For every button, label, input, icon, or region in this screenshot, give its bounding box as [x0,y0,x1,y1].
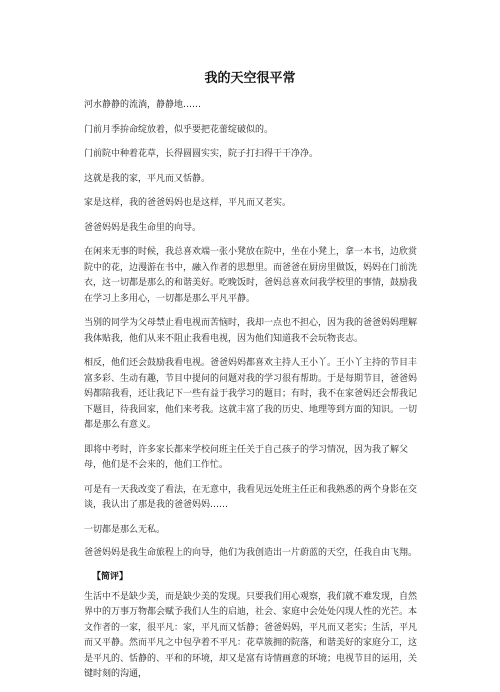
paragraph-2: 门前月季拚命绽放着，似乎要把花蕾绽破似的。 [84,124,274,135]
paragraph-6: 爸爸妈妈是我生命里的向导。 [84,222,202,233]
paragraph-11: 可是有一天我改变了看法，在无意中，我看见远处班主任正和我熟悉的两个身影在交谈，我认出了那是我的爸爸妈妈…… [84,484,418,510]
paragraph-9: 相反，他们还会鼓励我看电视。爸爸妈妈都喜欢主持人王小丫。王小丫主持的节目丰富多彩、生动有趣，节目中提问的问题对我的学习很有帮助。于是每期节目，爸爸妈妈都陪我看，还让我记下一些有益于我学习的题目；有时，我不在家爸妈还会帮我记下题目，待我回家，他们来考我。这就丰富了我的历史、地理等到方面的知识。一切都是那么有意义。 [84,358,418,430]
paragraph-8: 当别的同学为父母禁止看电视而苦恼时，我却一点也不担心，因为我的爸爸妈妈理解我体贴我，他们从来不阻止我看电视，因为他们知道我不会玩物丧志。 [84,318,418,344]
paragraph-4: 这就是我的家，平凡而又恬静。 [84,173,211,184]
paragraph-3: 门前院中种着花草，长得圆圆实实，院子打扫得干干净净。 [84,149,319,159]
comment-paragraph: 生活中不是缺少美，而是缺少美的发现。只要我们用心观察，我们就不难发现，自然界中的万事万物都会赋予我们人生的启迪，社会、家庭中会处处闪现人性的光芒。本文作者的一家，很平凡：家，平凡而又恬静；爸爸妈妈，平凡而又老实；生活，平凡而又平静。然而平凡之中包孕着不平凡：花草簇拥的院落，和谐美好的家庭分工，这是平凡的、恬静的、平和的环境，却又是富有诗情画意的环境；电视节目的运用，关键时刻的沟通， [84,591,418,679]
document-body [84,98,420,692]
paragraph-13: 爸爸妈妈是我生命旅程上的向导，他们为我创造出一片蔚蓝的天空，任我自由飞翔。 [84,548,418,558]
document-title: 我的天空很平常 [204,71,296,86]
paragraph-7: 在闲来无事的时候，我总喜欢端一张小凳放在院中，坐在小凳上，拿一本书，边欣赏院中的花，边漫游在书中，融入作者的思想里。而爸爸在厨房里做饭，妈妈在门前洗衣，这一切都是那么的和谐美好。吃晚饭时，爸妈总喜欢问我学校里的事情，鼓励我在学习上多用心，一切都是那么平凡平静。 [84,247,418,304]
paragraph-5: 家是这样，我的爸爸妈妈也是这样，平凡而又老实。 [84,198,292,208]
paragraph-10: 即将中考时，许多家长都来学校问班主任关于自己孩子的学习情况，因为我了解父母，他们是不会来的，他们工作忙。 [84,444,409,470]
paragraph-1: 河水静静的流淌，静静地…… [84,100,202,110]
comment-heading: 【简评】 [92,571,129,582]
paragraph-12: 一切都是那么无私。 [84,524,166,535]
